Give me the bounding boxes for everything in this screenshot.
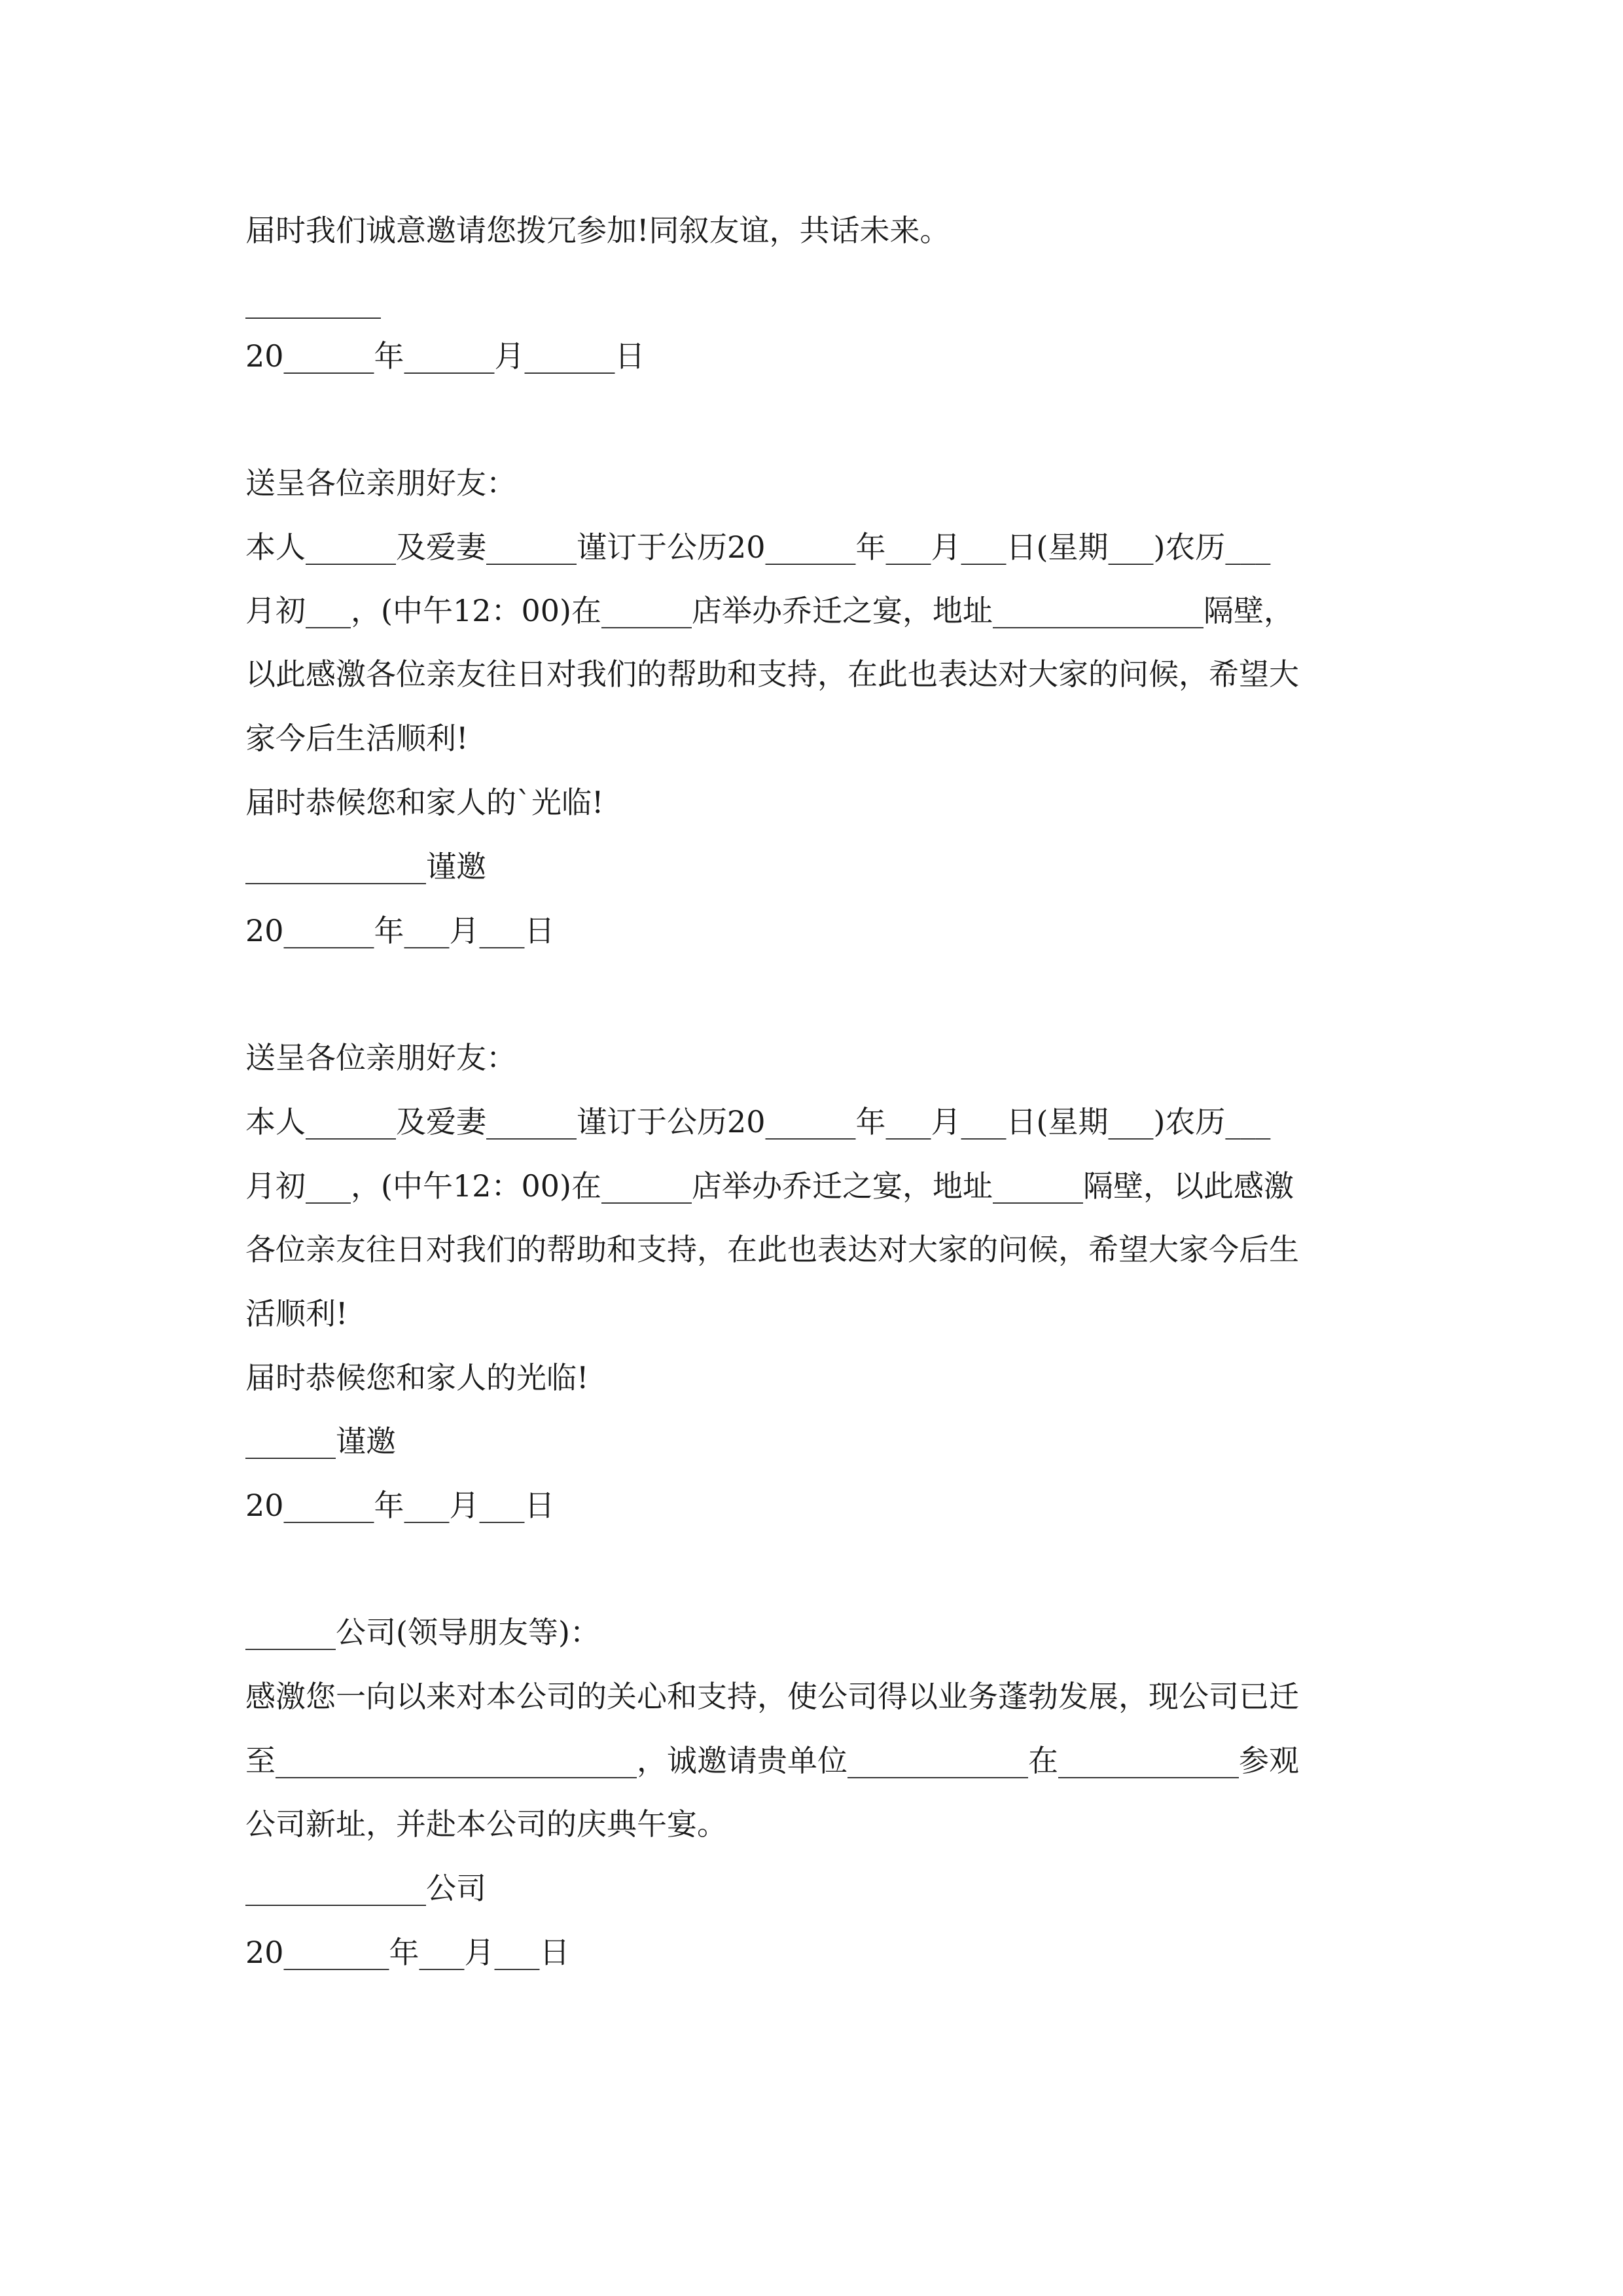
date-line: 20______年___月___日 bbox=[245, 913, 555, 948]
signature-line: ____________谨邀 bbox=[245, 849, 486, 884]
signature-blank: _________ bbox=[245, 283, 381, 319]
body-line: 至________________________，诚邀请贵单位____________在____________参观 bbox=[245, 1743, 1299, 1778]
body-line: 以此感激各位亲友往日对我们的帮助和支持，在此也表达对大家的问候，希望大 bbox=[245, 656, 1299, 692]
greeting: 送呈各位亲朋好友： bbox=[245, 465, 516, 501]
body-line: 本人______及爱妻______谨订于公历20______年___月___日(星期___)农历___ bbox=[245, 1104, 1271, 1139]
body-line: 月初___，(中午12：00)在______店举办乔迁之宴，地址______隔壁，以此感激 bbox=[245, 1168, 1294, 1204]
date-line: 20______年______月______日 bbox=[245, 338, 645, 374]
greeting: ______公司(领导朋友等)： bbox=[245, 1615, 600, 1650]
signature-line: ____________公司 bbox=[245, 1871, 486, 1906]
closing-line: 届时恭候您和家人的`光临! bbox=[245, 785, 604, 820]
body-line: 家今后生活顺利! bbox=[245, 721, 469, 756]
body-line: 感激您一向以来对本公司的关心和支持，使公司得以业务蓬勃发展，现公司已迁 bbox=[245, 1679, 1299, 1714]
date-line: 20______年___月___日 bbox=[245, 1488, 555, 1523]
date-line: 20_______年___月___日 bbox=[245, 1935, 570, 1970]
body-line: 本人______及爱妻______谨订于公历20______年___月___日(星期___)农历___ bbox=[245, 529, 1271, 565]
greeting: 送呈各位亲朋好友： bbox=[245, 1040, 516, 1075]
body-line: 公司新址，并赴本公司的庆典午宴。 bbox=[245, 1806, 727, 1842]
invite-line: 届时我们诚意邀请您拨冗参加!同叙友谊，共话未来。 bbox=[245, 213, 950, 248]
body-line: 各位亲友往日对我们的帮助和支持，在此也表达对大家的问候，希望大家今后生 bbox=[245, 1232, 1299, 1267]
body-line: 活顺利! bbox=[245, 1296, 348, 1331]
closing-line: 届时恭候您和家人的光临! bbox=[245, 1360, 589, 1395]
body-line: 月初___，(中午12：00)在______店举办乔迁之宴，地址______________隔壁， bbox=[245, 593, 1294, 628]
signature-line: ______谨邀 bbox=[245, 1424, 396, 1459]
